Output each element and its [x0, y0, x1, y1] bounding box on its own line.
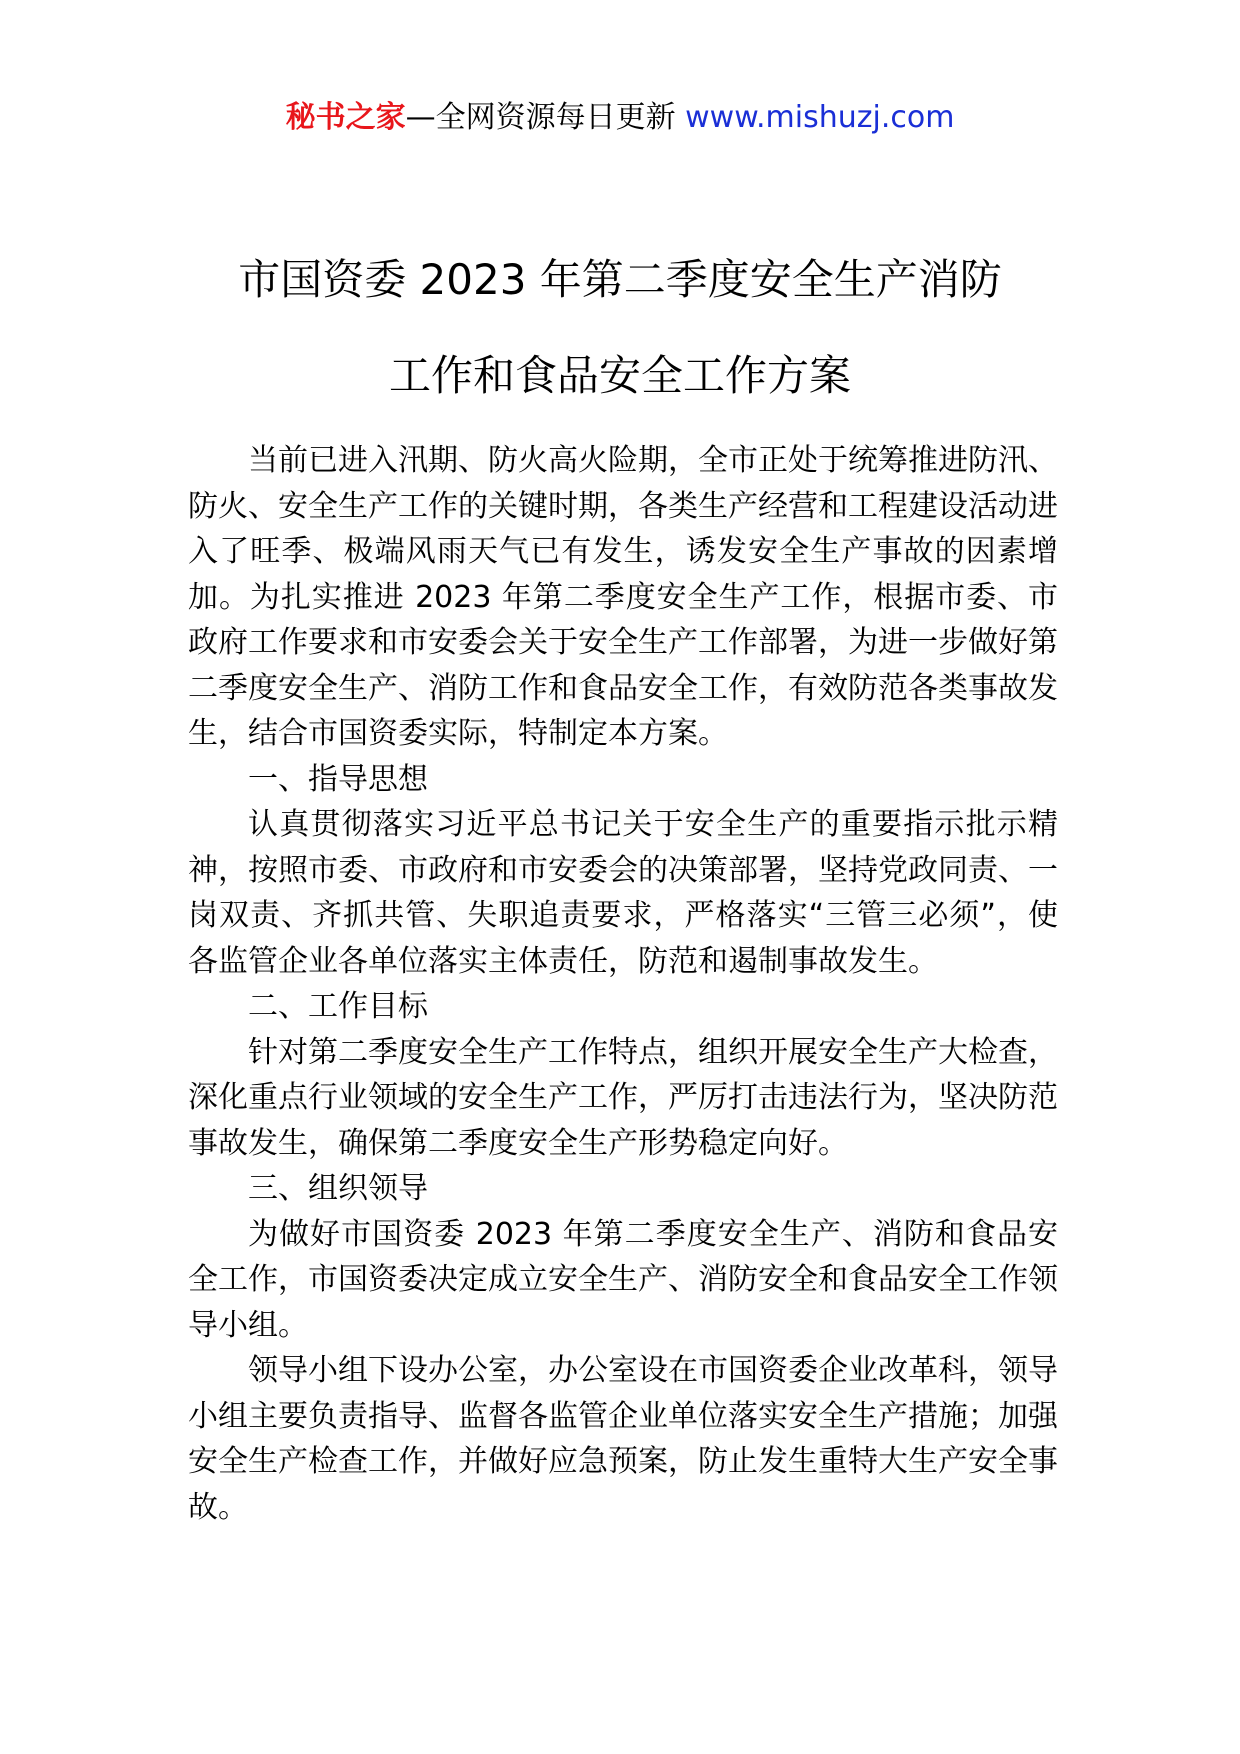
header-slogan: —全网资源每日更新	[405, 100, 686, 135]
work-goals-paragraph: 针对第二季度安全生产工作特点，组织开展安全生产大检查，深化重点行业领域的安全生产工作，严厉打击违法行为，坚决防范事故发生，确保第二季度安全生产形势稳定向好。	[188, 1034, 1058, 1161]
organization-paragraph: 为做好市国资委 2023 年第二季度安全生产、消防和食品安全工作，市国资委决定成立安全生产、消防安全和食品安全工作领导小组。	[188, 1216, 1058, 1343]
section-heading-organization: 三、组织领导	[248, 1171, 428, 1206]
brand-name: 秘书之家	[285, 100, 406, 135]
title-line-1: 市国资委 2023 年第二季度安全生产消防	[238, 255, 1002, 304]
section-heading-guiding-ideology: 一、指导思想	[248, 761, 428, 797]
header-url[interactable]: www.mishuzj.com	[685, 100, 955, 135]
title-line-2: 工作和食品安全工作方案	[388, 351, 851, 400]
office-paragraph: 领导小组下设办公室，办公室设在市国资委企业改革科，领导小组主要负责指导、监督各监管企业单位落实安全生产措施；加强安全生产检查工作，并做好应急预案，防止发生重特大生产安全事故。	[188, 1353, 1058, 1525]
document-body	[188, 438, 1058, 1530]
document-title	[0, 232, 1240, 424]
guiding-ideology-paragraph: 认真贯彻落实习近平总书记关于安全生产的重要指示批示精神，按照市委、市政府和市安委会的决策部署，坚持党政同责、一岗双责、齐抓共管、失职追责要求，严格落实“三管三必须”，使各监管企业各单位落实主体责任，防范和遏制事故发生。	[188, 807, 1058, 979]
watermark-header	[0, 98, 1240, 138]
intro-paragraph: 当前已进入汛期、防火高火险期，全市正处于统筹推进防汛、防火、安全生产工作的关键时期，各类生产经营和工程建设活动进入了旺季、极端风雨天气已有发生，诱发安全生产事故的因素增加。为扎实推进 2023 年第二季度安全生产工作，根据市委、市政府工作要求和市安委会关于安全生产工作部署，为进一步做好第二季度安全生产、消防工作和食品安全工作，有效防范各类事故发生，结合市国资委实际，特制定本方案。	[188, 443, 1058, 751]
section-heading-work-goals: 二、工作目标	[248, 989, 428, 1024]
